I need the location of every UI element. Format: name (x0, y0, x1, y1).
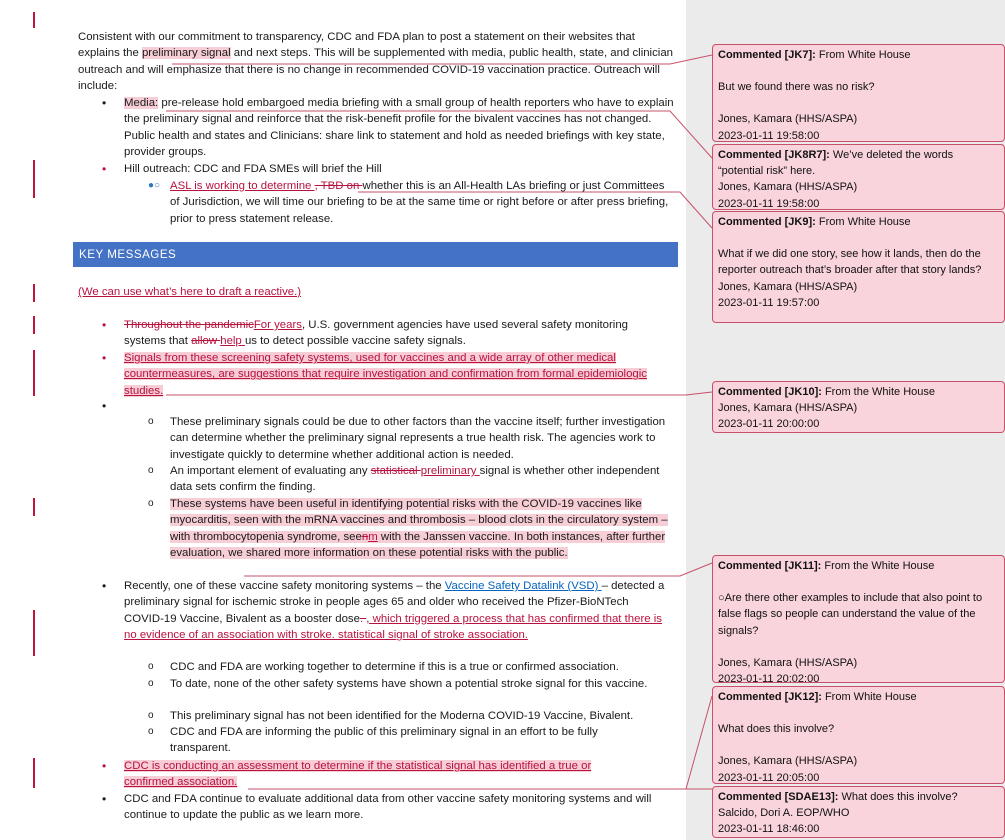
bullet: • (102, 318, 107, 332)
inserted-text: (We can use what’s here to draft a reactive.) (78, 286, 302, 298)
bullet: • (102, 162, 107, 176)
change-bar (33, 316, 35, 334)
comment-header (718, 689, 999, 705)
inserted-text: , which triggered a process that has confirmed that there is no evidence of an association with stroke. statistical signal of stroke association. (124, 612, 662, 642)
sub-bullet-r2 (170, 676, 650, 692)
body-text: CDC and FDA are informing the public of this preliminary signal in an effort to be fully transparent. (170, 726, 598, 755)
comment-author: Salcido, Dori A. EOP/WHO (718, 807, 850, 820)
comment-date: 2023-01-11 20:05:00 (718, 771, 820, 784)
comment-balloon[interactable] (712, 144, 1005, 210)
sub-bullet: o (148, 678, 154, 689)
commented-inserted-text[interactable]: CDC is conducting an assessment to determine if the statistical signal has identified a true or confirmed association. (124, 760, 592, 789)
comment-body: What if we did one story, see how it lands, then do the reporter outreach that’s broader after that story lands? (718, 248, 982, 277)
body-text: with the Janssen vaccine. In both instances, after further evaluation, we shared more information on these potential risks with the public. (170, 530, 666, 560)
inserted-text: For years (253, 319, 302, 331)
body-text: us to detect possible vaccine safety signals. (244, 335, 466, 348)
media-bullet (124, 95, 674, 161)
change-bar (33, 610, 35, 656)
comment-date: 2023-01-11 20:02:00 (718, 673, 820, 686)
key-bullet-signals (124, 350, 672, 399)
intro-text: Consistent with our commitment to transparency, CDC and FDA plan to post a statement on their websites that explains the (78, 31, 635, 60)
comment-body: “potential risk” here. (718, 165, 816, 178)
body-text: signal is whether other independent data sets confirm the finding. (170, 465, 660, 494)
sub-bullet: o (148, 416, 154, 427)
body-text: To date, none of the other safety systems have shown a potential stroke signal for this vaccine. (170, 678, 648, 690)
body-text: This preliminary signal has not been identified for the Moderna COVID-19 Vaccine, Bivalent. (170, 710, 634, 722)
comment-date: 2023-01-11 19:57:00 (718, 296, 820, 309)
bullet: • (102, 792, 107, 806)
comment-title: From White House (815, 216, 911, 228)
bullet: • (102, 96, 107, 110)
comment-title: We’ve deleted the words (829, 149, 954, 161)
asl-sub-bullet (170, 178, 670, 227)
comment-balloon[interactable] (712, 211, 1005, 323)
comment-author: Jones, Kamara (HHS/ASPA) (718, 755, 858, 768)
deleted-text: allow (191, 335, 221, 348)
comment-body: What does this involve? (718, 723, 835, 736)
comment-body: But we found there was no risk? (718, 81, 875, 94)
media-text: pre-release hold embargoed media briefing with a small group of health reporters who have to explain the preliminary signal and reinforce that the risk-benefit profile for the bivalent vaccines has not changed. Public health and states and Clinicians: share link to statement and hold as needed briefings with key state, provider groups. (124, 97, 674, 159)
key-bullet-assessment (124, 758, 644, 791)
comment-header (718, 558, 999, 574)
sub-bullet-systems (170, 496, 672, 562)
sub-bullet: o (148, 661, 154, 672)
comment-body: ○Are there other examples to include that also point to false flags so people can understand the value of the signals? (718, 592, 983, 637)
comment-author: Jones, Kamara (HHS/ASPA) (718, 113, 858, 126)
deleted-text: n (361, 530, 369, 543)
comment-tag: Commented [JK10]: (718, 386, 822, 398)
body-text: These systems have been useful in identifying potential risks with the COVID-19 vaccines like myocarditis, seen with the mRNA vaccines and thrombosis – blood clots in the circulatory system – with thrombocytopenia syndrome, see (170, 498, 668, 543)
inserted-text: help (220, 335, 245, 348)
deleted-text: statistical (370, 465, 421, 477)
vsd-link[interactable]: Vaccine Safety Datalink (VSD) (444, 580, 602, 592)
comment-title: From the White House (821, 386, 935, 398)
sub-bullet: o (148, 710, 154, 721)
hill-text: Hill outreach: CDC and FDA SMEs will brief the Hill (124, 163, 382, 175)
sub-bullet-r1 (170, 659, 670, 675)
body-text: CDC and FDA are working together to determine if this is a true or confirmed association. (170, 661, 619, 673)
commented-text-media[interactable]: Media: (124, 97, 159, 109)
sub-bullet: ●○ (148, 180, 161, 191)
intro-paragraph (78, 29, 678, 95)
change-bar (33, 498, 35, 516)
body-text: – detected a preliminary signal for ischemic stroke in people ages 65 and older who received the Pfizer-BioNTech COVID-19 Vaccine, Bivalent as a booster dose (124, 580, 665, 625)
key-bullet-final (124, 791, 674, 824)
comment-tag: Commented [SDAE13]: (718, 791, 839, 803)
comment-title: What does this involve? (838, 791, 958, 803)
commented-inserted-text[interactable]: Signals from these screening safety systems, used for vaccines and a wide array of other medical countermeasures, are suggestions that require investigation and confirmation from formal epidemiologic studies. (124, 352, 647, 397)
comment-date: 2023-01-11 20:00:00 (718, 418, 820, 431)
key-messages-heading: KEY MESSAGES (73, 242, 678, 267)
inserted-text: m (368, 530, 378, 543)
change-bar (33, 758, 35, 788)
comment-date: 2023-01-11 19:58:00 (718, 129, 820, 142)
comment-title: From White House (821, 691, 917, 703)
body-text: Recently, one of these vaccine safety monitoring systems – the (124, 580, 445, 592)
sub-bullet: o (148, 726, 154, 737)
bullet: • (102, 351, 107, 365)
comment-header (718, 147, 999, 163)
comment-balloon[interactable] (712, 686, 1005, 784)
comment-tag: Commented [JK7]: (718, 49, 816, 61)
deleted-text: Throughout the pandemic (124, 319, 254, 331)
intro-text: and next steps. This will be supplemented with media, public health, state, and clinician outreach and will emphasize that there is no change in recommended COVID-19 vaccination practice. Outreach will include: (78, 47, 673, 93)
comment-title: From White House (815, 49, 911, 61)
inserted-text: ASL is working to determine (170, 180, 315, 192)
deleted-text: , TBD on (314, 180, 363, 192)
change-bar (33, 12, 35, 28)
change-bar (33, 160, 35, 180)
comment-balloon[interactable] (712, 555, 1005, 686)
comment-tag: Commented [JK11]: (718, 560, 822, 572)
comment-balloon[interactable] (712, 381, 1005, 433)
body-text: , U.S. government agencies have used several safety monitoring systems that (124, 319, 629, 348)
comment-author: Jones, Kamara (HHS/ASPA) (718, 656, 858, 669)
body-text: These preliminary signals could be due to other factors than the vaccine itself; further investigation can determine whether the preliminary signal represents a true health risk. The agencies work to investigate quickly to determine whether additional action is needed. (170, 416, 666, 461)
comment-tag: Commented [JK12]: (718, 691, 822, 703)
commented-text-systems[interactable] (170, 498, 668, 559)
comment-date: 2023-01-11 19:58:00 (718, 197, 820, 210)
sub-bullet-r3 (170, 708, 680, 724)
change-bar (33, 284, 35, 302)
comment-header (718, 214, 999, 230)
comment-balloon[interactable] (712, 786, 1005, 838)
bullet: • (102, 759, 107, 773)
key-bullet-years (124, 317, 669, 350)
comment-tag: Commented [JK8R7]: (718, 149, 830, 161)
sub-bullet-r4 (170, 724, 650, 757)
change-bar (33, 350, 35, 396)
comment-tag: Commented [JK9]: (718, 216, 816, 228)
key-bullet-recently (124, 578, 669, 644)
comment-author: Jones, Kamara (HHS/ASPA) (718, 280, 858, 293)
sub-bullet: o (148, 498, 154, 509)
comment-balloon[interactable] (712, 44, 1005, 142)
commented-text-preliminary-signal[interactable]: preliminary signal (141, 47, 231, 60)
bullet: • (102, 579, 107, 593)
sub-bullet-element (170, 463, 670, 496)
change-bar (33, 180, 35, 198)
comment-header (718, 789, 999, 805)
reactive-note (78, 284, 678, 300)
asl-text: whether this is an All-Health LAs briefing or just Committees of Jurisdiction, we will time our briefing to be at the same time or right before or after press briefing, prior to press statement release. (170, 180, 669, 225)
comment-author: Jones, Kamara (HHS/ASPA) (718, 402, 858, 415)
comment-header (718, 384, 999, 400)
comment-author: Jones, Kamara (HHS/ASPA) (718, 181, 858, 194)
body-text: CDC and FDA continue to evaluate additional data from other vaccine safety monitoring systems and will continue to update the public as we learn more. (124, 793, 652, 822)
sub-bullet: o (148, 465, 154, 476)
body-text: An important element of evaluating any (170, 465, 371, 477)
bullet: • (102, 399, 107, 413)
sub-bullet-preliminary (170, 414, 670, 463)
deleted-text: . (359, 612, 367, 625)
hill-bullet (124, 161, 674, 177)
inserted-text: preliminary (420, 465, 480, 477)
comment-title: From the White House (821, 560, 935, 572)
comment-header (718, 47, 999, 63)
comment-date: 2023-01-11 18:46:00 (718, 823, 820, 836)
